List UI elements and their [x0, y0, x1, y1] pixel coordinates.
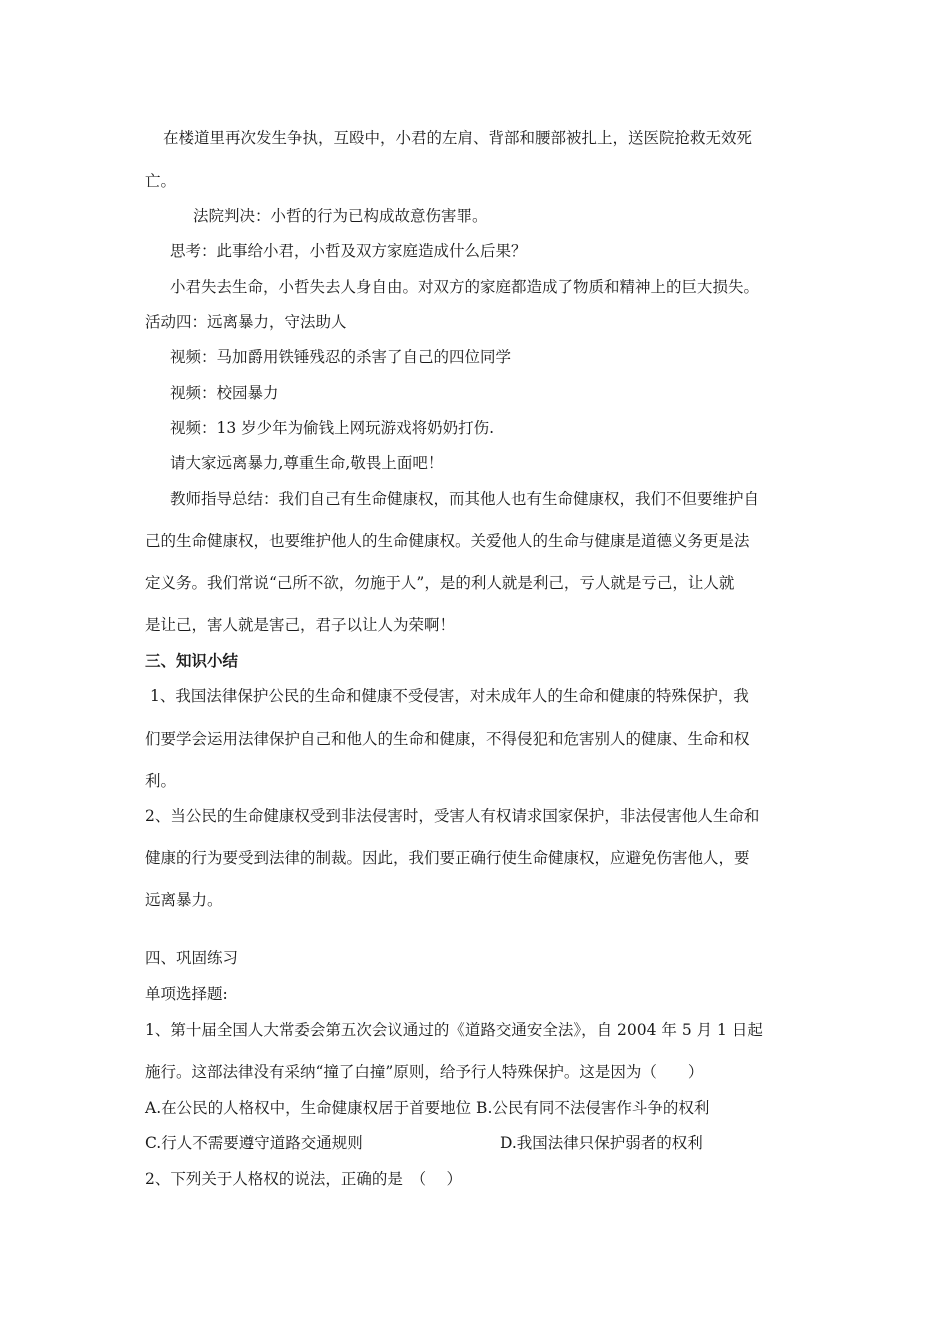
paragraph-line: 在楼道里再次发生争执，互殴中，小君的左肩、背部和腰部被扎上，送医院抢救无效死	[163, 129, 753, 147]
question-option-d: D.我国法律只保护弱者的权利	[500, 1134, 703, 1152]
summary-line: 己的生命健康权，也要维护他人的生命健康权。关爱他人的生命与健康是道德义务更是法	[145, 532, 750, 550]
question-options-ab: A.在公民的人格权中，生命健康权居于首要地位 B.公民有同不法侵害作斗争的权利	[145, 1099, 710, 1117]
paragraph-line: 亡。	[145, 172, 177, 190]
thinking-answer: 小君失去生命，小哲失去人身自由。对双方的家庭都造成了物质和精神上的巨大损失。	[170, 278, 760, 296]
summary-item-line: 远离暴力。	[145, 891, 223, 909]
section-heading: 三、知识小结	[145, 651, 239, 670]
video-item: 视频：校园暴力	[170, 384, 279, 402]
activity-heading: 活动四：远离暴力，守法助人	[145, 313, 347, 331]
question-line: 2、下列关于人格权的说法，正确的是 （ ）	[145, 1170, 463, 1188]
court-verdict: 法院判决：小哲的行为已构成故意伤害罪。	[193, 207, 488, 225]
summary-item-line: 健康的行为要受到法律的制裁。因此，我们要正确行使生命健康权，应避免伤害他人，要	[145, 849, 750, 867]
summary-line: 是让己，害人就是害己，君子以让人为荣啊！	[145, 616, 456, 634]
appeal-text: 请大家远离暴力,尊重生命,敬畏上面吧！	[170, 454, 444, 472]
question-line: 1、第十届全国人大常委会第五次会议通过的《道路交通安全法》，自 2004 年 5 月 1 日起	[145, 1021, 763, 1039]
summary-item-line: 1、我国法律保护公民的生命和健康不受侵害，对未成年人的生命和健康的特殊保护，我	[150, 687, 749, 705]
summary-line: 定义务。我们常说“己所不欲，勿施于人”，是的利人就是利己，亏人就是亏己，让人就	[145, 574, 735, 592]
question-line: 施行。这部法律没有采纳“撞了白撞”原则，给予行人特殊保护。这是因为（ ）	[145, 1063, 704, 1081]
section-heading: 四、巩固练习	[145, 949, 239, 967]
summary-line: 教师指导总结：我们自己有生命健康权，而其他人也有生命健康权，我们不但要维护自	[170, 490, 760, 508]
thinking-question: 思考：此事给小君，小哲及双方家庭造成什么后果？	[170, 242, 527, 260]
video-item: 视频：马加爵用铁锤残忍的杀害了自己的四位同学	[170, 348, 512, 366]
summary-item-line: 利。	[145, 772, 177, 790]
subheading: 单项选择题:	[145, 985, 228, 1003]
question-option-c: C.行人不需要遵守道路交通规则	[145, 1134, 363, 1152]
summary-item-line: 2、当公民的生命健康权受到非法侵害时，受害人有权请求国家保护，非法侵害他人生命和	[145, 807, 760, 825]
summary-item-line: 们要学会运用法律保护自己和他人的生命和健康，不得侵犯和危害别人的健康、生命和权	[145, 730, 750, 748]
video-item: 视频：13 岁少年为偷钱上网玩游戏将奶奶打伤.	[170, 419, 495, 437]
